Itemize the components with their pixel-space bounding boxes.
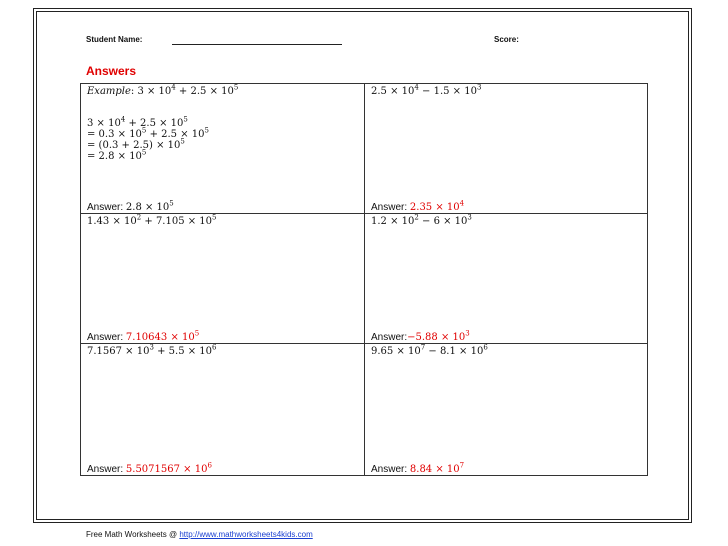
score-label: Score:: [494, 35, 519, 44]
answer-line: Answer: $2.35 \times 10^4$: [371, 199, 465, 213]
answers-heading: Answers: [86, 64, 137, 78]
step-line: = $(0.3 + 2.5) \times 10^5$: [87, 137, 185, 151]
problem-expression: $9.65 \times 10^7 - 8.1 \times 10^6$: [371, 343, 488, 357]
example-label: Example: [87, 86, 131, 97]
worked-steps: [87, 115, 209, 162]
answer-line: Answer:−5.88 × $10^3$: [371, 329, 470, 343]
step-line: $3 \times 10^4 + 2.5 \times 10^5$: [87, 115, 188, 129]
problem-grid: [80, 83, 648, 476]
student-name-line: [172, 44, 342, 45]
footer-link[interactable]: http://www.mathworksheets4kids.com: [179, 530, 313, 539]
answer-value: $2.8 \times 10^5$: [125, 199, 174, 213]
footer-text: Free Math Worksheets @: [86, 530, 180, 539]
footer-credit: [86, 530, 313, 539]
answer-line: Answer: $7.10643 \times 10^5$: [87, 329, 200, 343]
answer-value: $-5.88 \times 10^3$: [407, 329, 470, 343]
problem-cell-4: [365, 214, 647, 344]
problem-expression: $1.2 \times 10^2 - 6 \times 10^3$: [371, 213, 472, 227]
answer-value: $5.5071567 \times 10^6$: [125, 461, 212, 475]
problem-expression: $7.1567 \times 10^3 + 5.5 \times 10^6$: [87, 343, 217, 357]
problem-cell-6: [365, 344, 647, 475]
problem-expression: $1.43 \times 10^2 + 7.105 \times 10^5$: [87, 213, 217, 227]
answer-value: $2.35 \times 10^4$: [409, 199, 465, 213]
problem-cell-1: [81, 84, 365, 214]
student-name-label: Student Name:: [86, 35, 143, 44]
problem-expression: Example: $3 \times 10^4 + 2.5 \times 10^5$: [87, 83, 239, 97]
step-line: = $2.8 \times 10^5$: [87, 148, 147, 162]
problem-expression: $2.5 \times 10^4 - 1.5 \times 10^3$: [371, 83, 482, 97]
worksheet-header: [86, 33, 646, 47]
answer-line: Answer: $8.84 \times 10^7$: [371, 461, 465, 475]
answer-line: Answer: $5.5071567 \times 10^6$: [87, 461, 212, 475]
step-line: = $0.3 \times 10^5 + 2.5 \times 10^5$: [87, 126, 209, 140]
problem-cell-2: [365, 84, 647, 214]
answer-value: $8.84 \times 10^7$: [409, 461, 465, 475]
answer-line: Answer: $2.8 \times 10^5$: [87, 199, 174, 213]
answer-value: $7.10643 \times 10^5$: [125, 329, 200, 343]
problem-cell-5: [81, 344, 365, 475]
problem-cell-3: [81, 214, 365, 344]
